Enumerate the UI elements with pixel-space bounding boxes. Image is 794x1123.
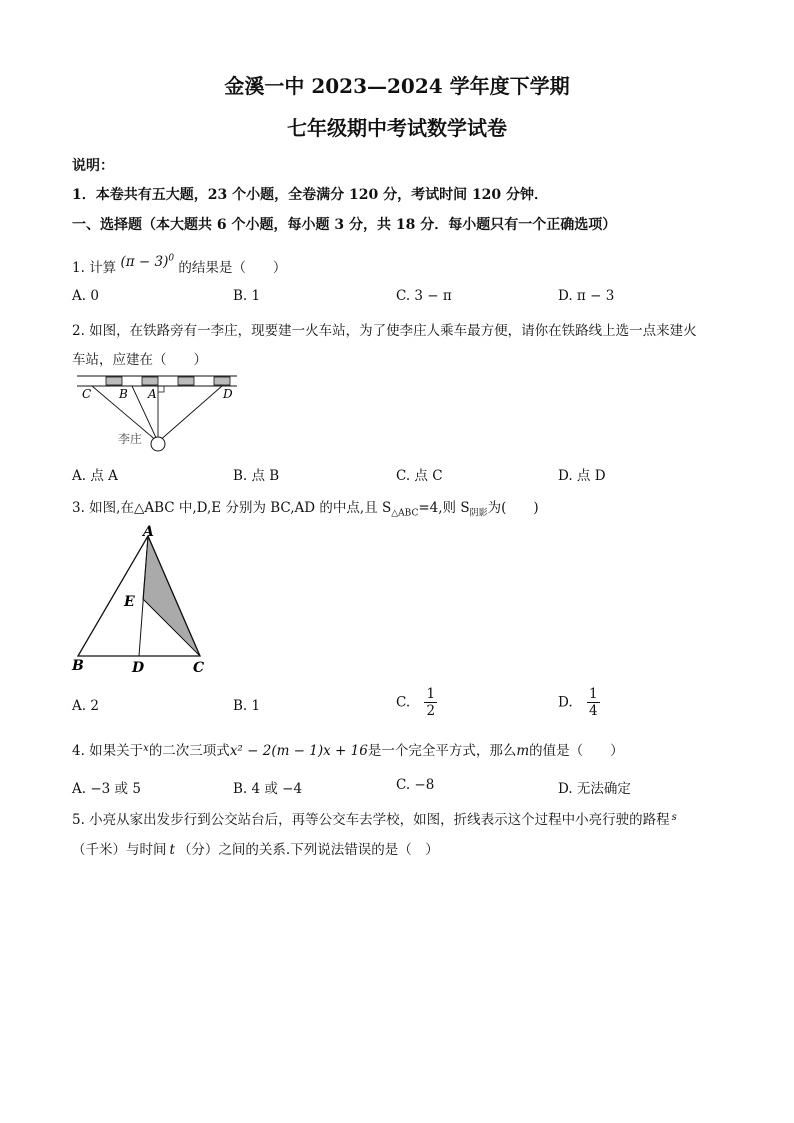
q1-option-a[interactable]: A. 0 xyxy=(72,288,99,304)
q3-option-c-fraction xyxy=(424,686,437,719)
question-4 xyxy=(72,739,624,759)
q4-var-x: x xyxy=(143,743,149,754)
question-2-line2: 车站，应建在（ ） xyxy=(72,352,207,368)
note-label: 说明： xyxy=(72,158,114,174)
vertex-d-label: D xyxy=(132,660,145,676)
point-b-label: B xyxy=(119,387,128,401)
q1-expr-exp: 0 xyxy=(168,253,175,264)
q5-line2-b: （分）之间的关系.下列说法错误的是（ ） xyxy=(177,842,439,858)
q2-option-b[interactable]: B. 点 B xyxy=(233,468,280,484)
village-label: 李庄 xyxy=(118,432,143,446)
q1-suffix: 的结果是（ ） xyxy=(178,260,287,276)
question-1 xyxy=(72,253,287,276)
q4-option-a[interactable]: A. −3 或 5 xyxy=(72,781,141,797)
exam-title-line1: 金溪一中 2023—2024 学年度下学期 xyxy=(224,74,570,98)
q3-suffix: 为( ) xyxy=(487,500,539,516)
q4-option-d[interactable]: D. 无法确定 xyxy=(558,781,631,797)
q3-subscript-shaded: 阴影 xyxy=(469,508,488,519)
vertex-a-label: A xyxy=(143,524,154,540)
q4-prefix: 4. 如果关于 xyxy=(72,743,144,759)
point-d-label: D xyxy=(223,387,233,401)
q4-suffix: 的值是（ ） xyxy=(529,743,624,759)
question-5-line2 xyxy=(72,838,439,858)
q5-line2-a: （千米）与时间 xyxy=(72,842,167,858)
vertex-b-label: B xyxy=(72,658,84,674)
q4-mid2: 是一个完全平方式，那么 xyxy=(367,743,517,759)
q3-middle: =4,则 S xyxy=(418,500,470,516)
q2-railway-figure xyxy=(72,370,242,455)
q4-var-m: m xyxy=(516,743,530,759)
q3-option-d-fraction xyxy=(587,686,600,719)
point-c-label: C xyxy=(82,387,92,401)
q3-option-b[interactable]: B. 1 xyxy=(233,698,261,714)
q3-option-a[interactable]: A. 2 xyxy=(72,698,99,714)
q2-option-d[interactable]: D. 点 D xyxy=(558,468,606,484)
q4-polynomial: x² − 2(m − 1)x + 16 xyxy=(229,743,368,759)
q1-expression xyxy=(120,254,174,270)
q5-line1-text: 5. 小亮从家出发步行到公交站台后，再等公交车去学校，如图，折线表示这个过程中小亮行驶的路程 xyxy=(72,812,670,828)
q5-var-s: s xyxy=(671,812,677,823)
q4-option-c[interactable]: C. −8 xyxy=(396,777,435,793)
q3-triangle-figure xyxy=(70,522,215,678)
q1-option-d[interactable]: D. π − 3 xyxy=(558,288,615,304)
section-1-heading: 一、选择题（本大题共 6 个小题，每小题 3 分，共 18 分．每小题只有一个正确选项） xyxy=(72,217,617,233)
q2-option-a[interactable]: A. 点 A xyxy=(72,468,118,484)
q3-option-d[interactable] xyxy=(558,686,600,719)
exam-title-line2: 七年级期中考试数学试卷 xyxy=(287,116,507,140)
q4-mid1: 的二次三项式 xyxy=(148,743,230,759)
question-3 xyxy=(72,496,539,519)
q3-option-c-denominator: 2 xyxy=(426,703,436,719)
q1-option-b[interactable]: B. 1 xyxy=(233,288,261,304)
q3-option-c[interactable] xyxy=(396,686,437,719)
q1-expr-base: (π − 3) xyxy=(120,254,169,270)
q3-subscript-abc: △ABC xyxy=(391,508,419,519)
q3-prefix: 3. 如图,在△ABC 中,D,E 分别为 BC,AD 的中点,且 S xyxy=(72,500,392,516)
vertex-e-label: E xyxy=(124,594,135,610)
q3-option-d-denominator: 4 xyxy=(588,703,598,719)
point-a-label: A xyxy=(148,387,157,401)
q3-option-d-numerator: 1 xyxy=(588,686,598,702)
q4-option-b[interactable]: B. 4 或 −4 xyxy=(233,781,303,797)
q1-prefix: 1. 计算 xyxy=(72,260,117,276)
q1-option-c[interactable]: C. 3 − π xyxy=(396,288,452,304)
q3-option-c-numerator: 1 xyxy=(426,686,436,702)
question-2-line1: 2. 如图，在铁路旁有一李庄，现要建一火车站，为了使李庄人乘车最方便，请你在铁路线上选一点来建火 xyxy=(72,323,697,339)
vertex-c-label: C xyxy=(193,660,205,676)
q5-var-t: t xyxy=(169,842,175,858)
q3-option-c-label: C. xyxy=(396,694,411,711)
note-1: 1．本卷共有五大题，23 个小题，全卷满分 120 分，考试时间 120 分钟． xyxy=(72,187,549,203)
question-5-line1 xyxy=(72,808,677,828)
q2-option-c[interactable]: C. 点 C xyxy=(396,468,443,484)
q3-option-d-label: D. xyxy=(558,694,573,711)
